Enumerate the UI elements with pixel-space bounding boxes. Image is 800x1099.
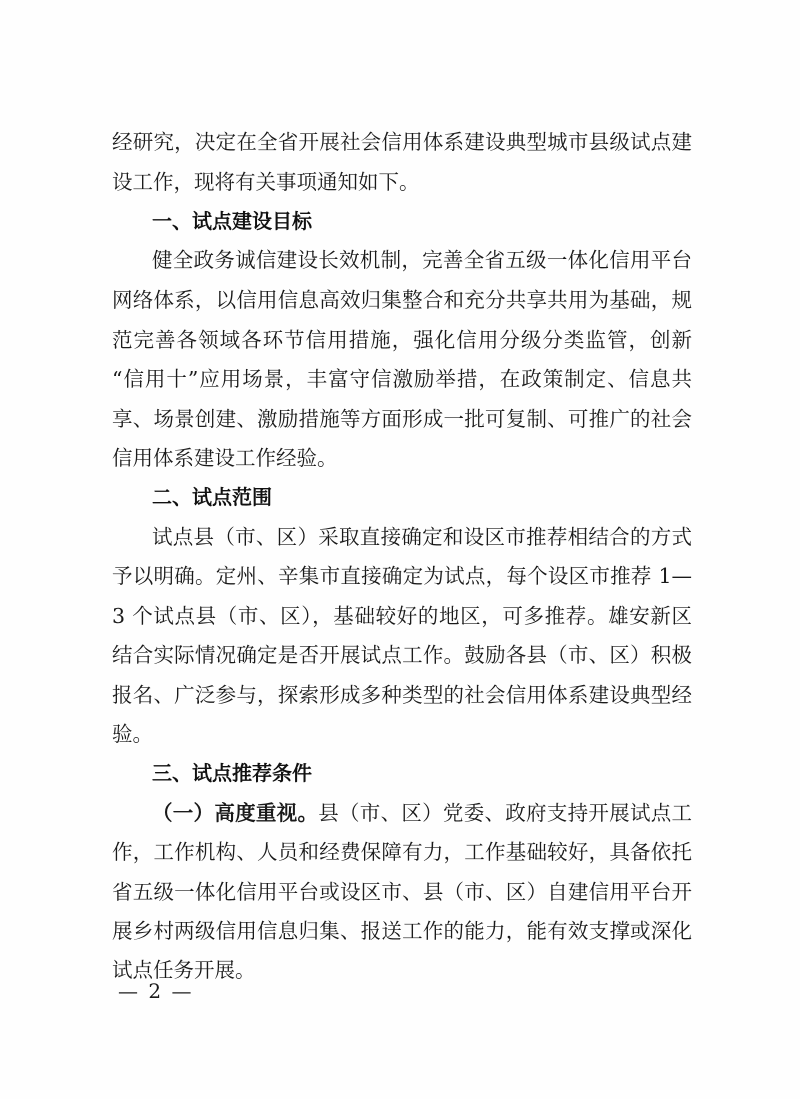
section-3-item-1-text: 县（市、区）党委、政府支持开展试点工 [318, 801, 693, 825]
section-3-line: 省五级一体化信用平台或设区市、县（市、区）自建信用平台开 [112, 880, 692, 904]
intro-line-1: 经研究，决定在全省开展社会信用体系建设典型城市县级试点建 [112, 130, 692, 154]
section-2-heading: 二、试点范围 [152, 485, 272, 509]
page-number: — 2 — [118, 979, 194, 1003]
section-2-line: 3 个试点县（市、区），基础较好的地区，可多推荐。雄安新区 [112, 604, 692, 628]
section-2-line: 报名、广泛参与，探索形成多种类型的社会信用体系建设典型经 [112, 683, 692, 707]
section-1-line: 享、场景创建、激励措施等方面形成一批可复制、可推广的社会 [112, 407, 692, 431]
section-1-heading: 一、试点建设目标 [152, 209, 312, 233]
section-3-line: 试点任务开展。 [112, 958, 256, 982]
section-3-line: 作，工作机构、人员和经费保障有力，工作基础较好，具备依托 [112, 840, 692, 864]
section-3-item-1-first-line [152, 798, 692, 828]
intro-line-2: 设工作，现将有关事项通知如下。 [112, 170, 420, 194]
section-2-line: 结合实际情况确定是否开展试点工作。鼓励各县（市、区）积极 [112, 643, 692, 667]
section-1-line: 网络体系，以信用信息高效归集整合和充分共享共用为基础，规 [112, 288, 692, 312]
section-2-line: 试点县（市、区）采取直接确定和设区市推荐相结合的方式 [152, 525, 692, 549]
section-1-line: “信用十”应用场景，丰富守信激励举措，在政策制定、信息共 [112, 367, 692, 391]
section-2-line: 予以明确。定州、辛集市直接确定为试点，每个设区市推荐 1— [112, 564, 692, 588]
section-3-line: 展乡村两级信用信息归集、报送工作的能力，能有效支撑或深化 [112, 919, 692, 943]
section-1-line: 范完善各领域各环节信用措施，强化信用分级分类监管，创新 [112, 328, 692, 352]
section-1-line: 健全政务诚信建设长效机制，完善全省五级一体化信用平台 [152, 248, 692, 272]
section-3-item-1-label: （一）高度重视。 [152, 801, 319, 825]
section-1-line: 信用体系建设工作经验。 [112, 446, 338, 470]
section-2-line: 验。 [112, 722, 153, 746]
section-3-heading: 三、试点推荐条件 [152, 761, 312, 785]
